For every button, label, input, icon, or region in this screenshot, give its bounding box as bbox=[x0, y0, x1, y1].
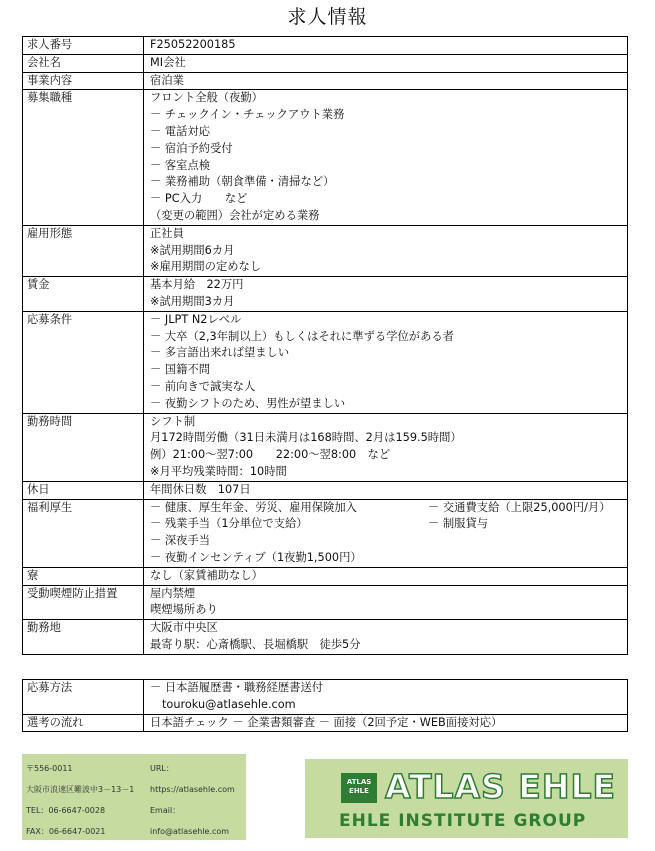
value-line: MI会社 bbox=[150, 55, 186, 69]
value-line: 喫煙場所あり bbox=[150, 603, 218, 617]
value-line: － 多言語出来れば望ましい bbox=[150, 346, 290, 360]
row-value bbox=[144, 72, 628, 90]
benefit-item: － 深夜手当 bbox=[150, 534, 211, 548]
atlas-ehle-logo-icon: ATLAS EHLE bbox=[341, 773, 377, 803]
page-title: 求人情報 bbox=[287, 6, 368, 28]
value-line: － 宿泊予約受付 bbox=[150, 141, 233, 155]
value-line: 月172時間労働（31日未満月は168時間、2月は159.5時間） bbox=[150, 431, 462, 445]
table-row bbox=[23, 37, 628, 55]
row-label: 賃金 bbox=[23, 277, 144, 312]
value-line: － PC入力 など bbox=[150, 192, 248, 206]
apply-method-label: 応募方法 bbox=[23, 680, 144, 715]
value-line: 屋内禁煙 bbox=[150, 586, 196, 600]
value-line: － 電話対応 bbox=[150, 124, 211, 138]
value-line: フロント全般（夜勤） bbox=[150, 91, 263, 105]
row-label: 会社名 bbox=[23, 54, 144, 72]
row-label: 応募条件 bbox=[23, 311, 144, 413]
value-line: － JLPT N2レベル bbox=[150, 312, 242, 326]
value-line: F25052200185 bbox=[150, 38, 236, 51]
table-row bbox=[23, 481, 628, 499]
row-value bbox=[144, 499, 628, 567]
row-value bbox=[144, 620, 628, 655]
value-line: － 客室点検 bbox=[150, 158, 211, 172]
value-line: ※月平均残業時間：10時間 bbox=[150, 464, 287, 478]
apply-email-link[interactable]: touroku@atlasehle.com bbox=[162, 697, 296, 711]
table-row bbox=[23, 225, 628, 276]
tel: TEL：06-6647-0028 bbox=[26, 806, 106, 815]
value-line: ※試用期間6カ月 bbox=[150, 243, 235, 257]
logo-subtitle: EHLE INSTITUTE GROUP bbox=[339, 811, 587, 831]
table-row bbox=[23, 72, 628, 90]
benefit-item: － 交通費支給（上限25,000円/月） bbox=[428, 500, 611, 514]
row-value bbox=[144, 567, 628, 585]
job-info-table bbox=[22, 36, 628, 655]
table-row bbox=[23, 277, 628, 312]
row-value bbox=[144, 277, 628, 312]
website-url[interactable]: URL：https://atlasehle.com bbox=[150, 764, 235, 794]
value-line: ※試用期間3カ月 bbox=[150, 294, 235, 308]
row-value bbox=[144, 481, 628, 499]
row-label: 事業内容 bbox=[23, 72, 144, 90]
row-label: 福利厚生 bbox=[23, 499, 144, 567]
table-row bbox=[23, 620, 628, 655]
value-line: － チェックイン・チェックアウト業務 bbox=[150, 108, 345, 122]
table-row bbox=[23, 499, 628, 567]
company-contact-box bbox=[22, 754, 246, 840]
row-label: 休日 bbox=[23, 481, 144, 499]
row-value bbox=[144, 37, 628, 55]
contact-email[interactable]: Email：info@atlasehle.com bbox=[150, 806, 230, 836]
row-value bbox=[144, 311, 628, 413]
row-value bbox=[144, 585, 628, 620]
value-line: 例）21:00～翌7:00 22:00～翌8:00 など bbox=[150, 448, 391, 462]
value-line: 基本月給 22万円 bbox=[150, 278, 244, 292]
apply-method-line: － 日本語履歴書・職務経歴書送付 bbox=[150, 681, 324, 694]
row-label: 雇用形態 bbox=[23, 225, 144, 276]
row-label: 寮 bbox=[23, 567, 144, 585]
table-row bbox=[23, 680, 628, 715]
row-label: 募集職種 bbox=[23, 90, 144, 225]
value-line: 最寄り駅：心斎橋駅、長堀橋駅 徒歩5分 bbox=[150, 637, 361, 651]
apply-method-value bbox=[144, 680, 628, 715]
value-line: 年間休日数 107日 bbox=[150, 482, 251, 496]
benefit-item: － 残業手当（1分単位で支給） bbox=[150, 517, 308, 531]
value-line: （変更の範囲）会社が定める業務 bbox=[150, 208, 320, 222]
value-line: － 業務補助（朝食準備・清掃など） bbox=[150, 175, 335, 189]
application-table bbox=[22, 679, 628, 732]
value-line: － 国籍不問 bbox=[150, 363, 211, 377]
row-value bbox=[144, 413, 628, 481]
benefit-item: － 制服貸与 bbox=[428, 517, 489, 531]
value-line: 宿泊業 bbox=[150, 73, 184, 87]
row-label: 勤務時間 bbox=[23, 413, 144, 481]
table-row bbox=[23, 54, 628, 72]
value-line: － 大卒（2,3年制以上）もしくはそれに準ずる学位がある者 bbox=[150, 329, 454, 343]
table-row bbox=[23, 90, 628, 225]
table-row bbox=[23, 567, 628, 585]
value-line: なし（家賃補助なし） bbox=[150, 568, 263, 582]
row-value bbox=[144, 54, 628, 72]
benefit-item: － 夜勤インセンティブ（1夜勤1,500円） bbox=[150, 550, 362, 564]
logo-wordmark: ATLAS EHLE bbox=[385, 767, 617, 806]
table-row bbox=[23, 585, 628, 620]
fax: FAX：06-6647-0021 bbox=[26, 827, 106, 836]
benefit-item: － 健康、厚生年金、労災、雇用保険加入 bbox=[150, 500, 357, 514]
value-line: － 夜勤シフトのため、男性が望ましい bbox=[150, 396, 346, 410]
row-value bbox=[144, 90, 628, 225]
postal-code: 〒556-0011 bbox=[26, 764, 73, 773]
selection-flow-value: 日本語チェック － 企業書類審査 － 面接（2回予定・WEB面接対応） bbox=[144, 714, 628, 732]
table-row bbox=[23, 413, 628, 481]
table-row bbox=[23, 311, 628, 413]
row-value bbox=[144, 225, 628, 276]
row-label: 受動喫煙防止措置 bbox=[23, 585, 144, 620]
value-line: シフト制 bbox=[150, 414, 196, 428]
address: 大阪市浪速区難波中3－13－1 bbox=[26, 785, 135, 794]
value-line: 大阪市中央区 bbox=[150, 621, 218, 635]
value-line: － 前向きで誠実な人 bbox=[150, 379, 256, 393]
table-row bbox=[23, 714, 628, 732]
company-logo-banner bbox=[305, 759, 628, 838]
selection-flow-label: 選考の流れ bbox=[23, 714, 144, 732]
row-label: 勤務地 bbox=[23, 620, 144, 655]
row-label: 求人番号 bbox=[23, 37, 144, 55]
value-line: ※雇用期間の定めなし bbox=[150, 260, 262, 274]
value-line: 正社員 bbox=[150, 226, 184, 240]
